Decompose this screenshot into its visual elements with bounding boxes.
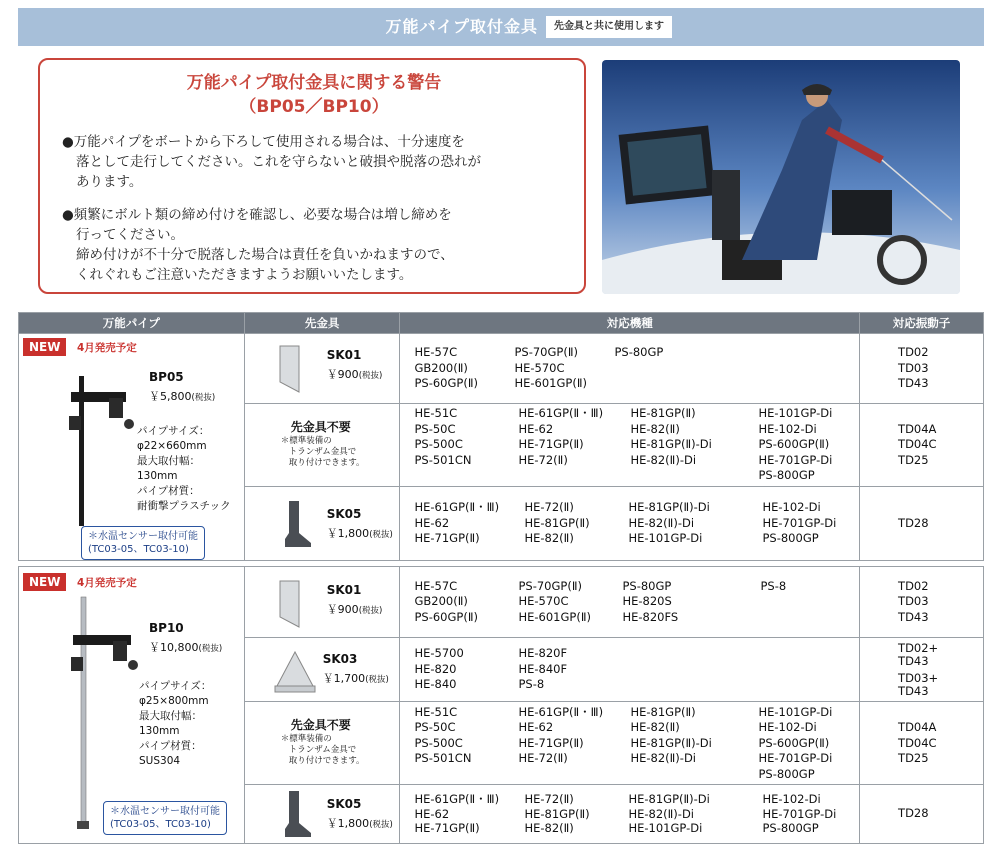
fitting-price: ￥900(税抜) (326, 603, 383, 616)
spec-value: 130mm (139, 725, 180, 737)
fitting-cell (244, 334, 400, 404)
sk01-bracket-image (277, 579, 303, 629)
sk01-bracket-image (277, 344, 303, 394)
fitting-cell (244, 567, 400, 638)
spec-value: φ22×660mm (137, 440, 207, 452)
sk03-bracket-image (273, 646, 317, 694)
bp10-cell (19, 567, 245, 844)
spec-label: パイプ材質： (137, 485, 200, 497)
fitting-price: ￥1,700(税抜) (322, 671, 389, 685)
warning-line: 落として走行してください。これを守らないと破損や脱落の恐れが (76, 154, 481, 170)
sensor-note-line: ＊水温センサー取付可能 (88, 531, 198, 542)
bp10-table (18, 566, 984, 844)
fitting-price: ￥1,800(税抜) (326, 526, 393, 540)
fitting-name: SK01 (326, 348, 362, 362)
spec-list (137, 424, 231, 514)
spec-label: 最大取付幅： (137, 455, 200, 467)
section-header (18, 8, 984, 46)
spec-value: 耐衝撃プラスチック (137, 500, 231, 512)
product-price: ￥5,800(税抜) (149, 390, 216, 403)
warning-line: ●頻繁にボルト類の締め付けを確認し、必要な場合は増し締めを (62, 207, 452, 223)
models-cell: HE-51C PS-50C PS-500C PS-501CN HE-61GP(Ⅱ・Ⅲ) HE-62 HE-71GP(Ⅱ) HE-72(Ⅱ) HE-81GP(Ⅱ) HE-82(Ⅱ) HE-81GP(Ⅱ)-Di HE-82(Ⅱ)-Di HE-101GP-Di HE-102-Di PS-600GP(Ⅱ) HE-701GP-Di PS-800GP (400, 404, 860, 487)
transducer-cell: TD02+ TD43 TD03+ TD43 (860, 637, 984, 702)
fitting-name: SK01 (326, 583, 362, 597)
models-cell: HE-57C GB200(Ⅱ) PS-60GP(Ⅱ) PS-70GP(Ⅱ) HE-570C HE-601GP(Ⅱ) PS-80GP HE-820S HE-820FS PS-8 (400, 567, 860, 638)
spec-value: SUS304 (139, 755, 181, 767)
warning-box (38, 58, 586, 294)
product-name: BP10 (149, 621, 184, 635)
release-label: 4月発売予定 (77, 577, 137, 589)
spec-label: パイプサイズ： (139, 680, 212, 692)
product-name: BP05 (149, 370, 184, 384)
fitting-cell (244, 702, 400, 785)
spec-list (139, 679, 211, 769)
fitting-cell (244, 404, 400, 487)
warning-line: 行ってください。 (76, 227, 184, 243)
warning-line: くれぐれもご注意いただきますようお願いいたします。 (76, 267, 413, 283)
fitting-name: 先金具不要 (290, 420, 351, 435)
sensor-note (103, 801, 227, 835)
header-fitting: 先金具 (244, 313, 400, 334)
header-transducer: 対応振動子 (860, 313, 984, 334)
section-badge: 先金具と共に使用します (546, 16, 672, 38)
transducer-cell: TD28 (860, 486, 984, 560)
models-cell: HE-51C PS-50C PS-500C PS-501CN HE-61GP(Ⅱ・Ⅲ) HE-62 HE-71GP(Ⅱ) HE-72(Ⅱ) HE-81GP(Ⅱ) HE-82(Ⅱ) HE-81GP(Ⅱ)-Di HE-82(Ⅱ)-Di HE-101GP-Di HE-102-Di PS-600GP(Ⅱ) HE-701GP-Di PS-800GP (400, 702, 860, 785)
models-cell: HE-61GP(Ⅱ・Ⅲ) HE-62 HE-71GP(Ⅱ) HE-72(Ⅱ) HE-81GP(Ⅱ) HE-82(Ⅱ) HE-81GP(Ⅱ)-Di HE-82(Ⅱ)-Di HE-101GP-Di HE-102-Di HE-701GP-Di PS-800GP (400, 785, 860, 844)
header-pipe: 万能パイプ (19, 313, 245, 334)
bp05-pipe-image (59, 356, 149, 526)
spec-label: パイプ材質： (139, 740, 202, 752)
transducer-cell: TD04A TD04C TD25 (860, 702, 984, 785)
sensor-note-line: ＊水温センサー取付可能 (110, 806, 220, 817)
bp05-cell (19, 334, 245, 561)
fitting-cell (244, 785, 400, 844)
spec-value: 130mm (137, 470, 178, 482)
models-cell: HE-5700 HE-820 HE-840 HE-820F HE-840F PS-8 (400, 637, 860, 702)
new-badge: NEW (23, 338, 66, 356)
fitting-price: ￥1,800(税抜) (326, 817, 393, 831)
warning-line: 締め付けが不十分で脱落した場合は責任を負いかねますので、 (76, 247, 454, 263)
models-cell: HE-61GP(Ⅱ・Ⅲ) HE-62 HE-71GP(Ⅱ) HE-72(Ⅱ) HE-81GP(Ⅱ) HE-82(Ⅱ) HE-81GP(Ⅱ)-Di HE-82(Ⅱ)-Di HE-101GP-Di HE-102-Di HE-701GP-Di PS-800GP (400, 486, 860, 560)
warning-line: あります。 (76, 174, 143, 190)
sensor-note-line: (TC03-05、TC03-10) (110, 819, 211, 830)
section-title: 万能パイプ取付金具 (385, 17, 538, 36)
fitting-cell (244, 637, 400, 702)
transducer-cell: TD02 TD03 TD43 (860, 334, 984, 404)
release-label: 4月発売予定 (77, 342, 137, 354)
warning-title: 万能パイプ取付金具に関する警告 (186, 73, 442, 93)
sk05-bracket-image (275, 789, 313, 839)
spec-label: パイプサイズ： (137, 425, 210, 437)
fitting-name: SK05 (326, 797, 362, 812)
fitting-note: ＊標準装備の トランザム金具で 取り付けできます。 (280, 436, 365, 469)
fitting-name: SK05 (326, 506, 362, 521)
fitting-name: 先金具不要 (290, 718, 351, 733)
transducer-cell: TD28 (860, 785, 984, 844)
new-badge: NEW (23, 573, 66, 591)
spec-value: φ25×800mm (139, 695, 209, 707)
sensor-note-line: (TC03-05、TC03-10) (88, 544, 189, 555)
sensor-note (81, 526, 205, 560)
bp05-table (18, 312, 984, 561)
transducer-cell: TD04A TD04C TD25 (860, 404, 984, 487)
fitting-price: ￥900(税抜) (326, 368, 383, 381)
fitting-name: SK03 (322, 651, 358, 666)
fitting-cell (244, 486, 400, 560)
models-cell: HE-57C GB200(Ⅱ) PS-60GP(Ⅱ) PS-70GP(Ⅱ) HE-570C HE-601GP(Ⅱ) PS-80GP (400, 334, 860, 404)
fishing-photo (602, 60, 960, 294)
warning-subtitle: （BP05／BP10） (239, 97, 389, 117)
transducer-cell: TD02 TD03 TD43 (860, 567, 984, 638)
spec-label: 最大取付幅： (139, 710, 202, 722)
header-models: 対応機種 (400, 313, 860, 334)
sk05-bracket-image (275, 499, 313, 549)
fitting-note: ＊標準装備の トランザム金具で 取り付けできます。 (280, 734, 365, 767)
product-price: ￥10,800(税抜) (149, 641, 223, 654)
warning-line: ●万能パイプをボートから下ろして使用される場合は、十分速度を (62, 134, 465, 150)
